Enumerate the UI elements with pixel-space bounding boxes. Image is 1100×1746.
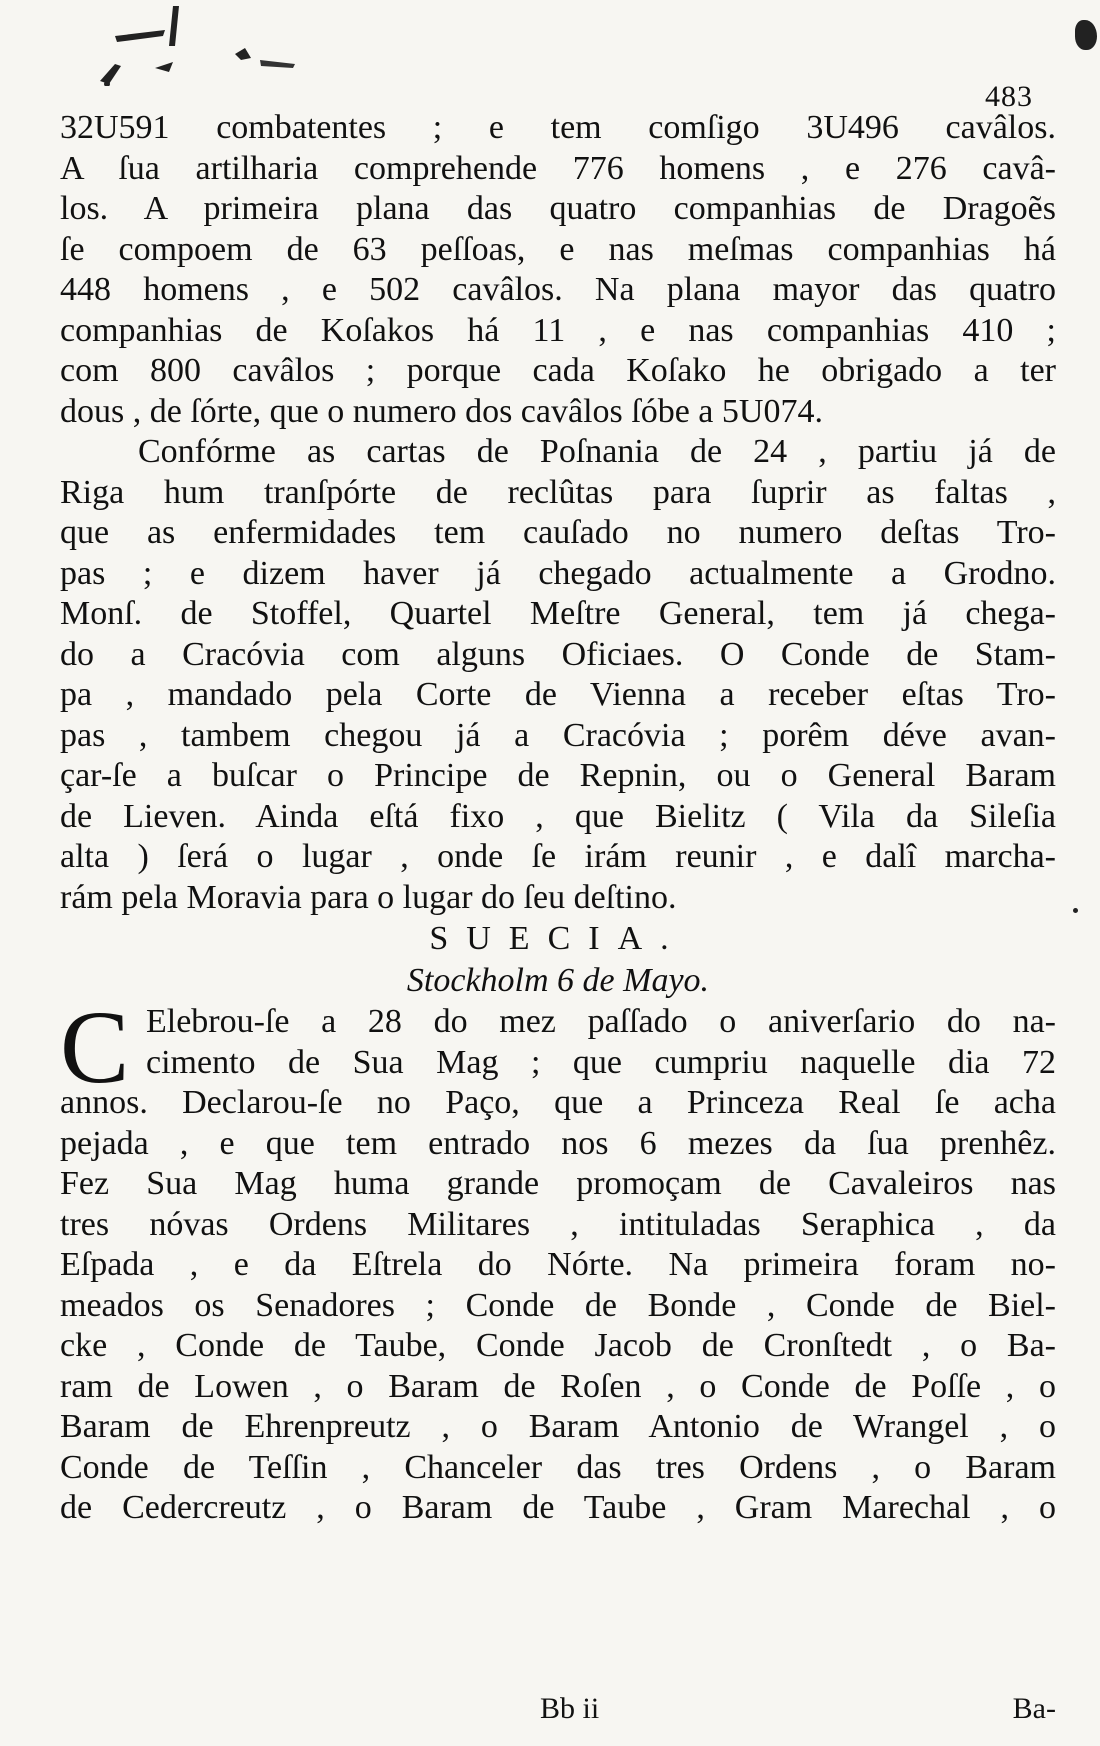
edge-ink-mark [1075,20,1097,50]
text-line: que as enfermidades tem cauſado no numero deſtas Tro- [60,514,1056,551]
text-line: alta ) ſerá o lugar , onde ſe irám reunir , e dalî marcha- [60,838,1056,875]
text-line: Fez Sua Mag huma grande promoçam de Cavaleiros nas [60,1165,1056,1202]
text-line: los. A primeira plana das quatro companhias de Dragoẽs [60,190,1056,227]
text-line: 32U591 combatentes ; e tem comſigo 3U496 cavâlos. [60,109,1056,146]
text-line: pas , tambem chegou já a Cracóvia ; porêm déve avan- [60,716,1056,754]
text-line: Baram de Ehrenpreutz , o Baram Antonio de Wrangel , o [60,1408,1056,1445]
catchword: Ba- [1012,1692,1056,1725]
text-line: meados os Senadores ; Conde de Bonde , Conde de Biel- [60,1286,1056,1324]
text-line: cke , Conde de Taube, Conde Jacob de Cronſtedt , o Ba- [60,1327,1056,1364]
paragraph-troops [60,108,1056,432]
text-line: Conde de Teſſin , Chanceler das tres Ordens , o Baram [60,1448,1056,1486]
text-line: de Lieven. Ainda eſtá fixo , que Bielitz ( Vila da Sileſia [60,797,1056,835]
text-line: A ſua artilharia comprehende 776 homens , e 276 cavâ- [60,149,1056,187]
text-line: pa , mandado pela Corte de Vienna a receber eſtas Tro- [60,676,1056,713]
drop-cap: C [60,990,130,1105]
page-number: 483 [985,80,1033,113]
text-line: companhias de Koſakos há 11 , e nas companhias 410 ; [60,311,1056,349]
text-line: ram de Lowen , o Baram de Roſen , o Conde de Poſſe , o [60,1367,1056,1405]
text-line: com 800 cavâlos ; porque cada Koſako he obrigado a ter [60,352,1056,389]
text-line: pas ; e dizem haver já chegado actualmente a Grodno. [60,554,1056,592]
text-line: çar-ſe a buſcar o Principe de Repnin, ou o General Baram [60,757,1056,794]
text-line: Monſ. de Stoffel, Quartel Meſtre General, tem já chega- [60,595,1056,632]
paragraph-posnania [60,432,1056,918]
text-line: do a Cracóvia com alguns Oficiaes. O Conde de Stam- [60,635,1056,673]
text-line: Elebrou-ſe a 28 do mez paſſado o aniverſario do na- [146,1003,1056,1040]
text-line: Confórme as cartas de Poſnania de 24 , partiu já de [138,433,1056,470]
section-title-suecia: SUECIA. [429,920,687,957]
text-line: cimento de Sua Mag ; que cumpriu naquelle dia 72 [146,1043,1056,1081]
text-line: 448 homens , e 502 cavâlos. Na plana mayor das quatro [60,271,1056,308]
text-line: pejada , e que tem entrado nos 6 mezes da ſua prenhêz. [60,1124,1056,1162]
edge-ink-dot [1073,908,1078,913]
page-footer [60,1692,1056,1732]
signature-mark: Bb ii [540,1692,600,1725]
text-line: rám pela Moravia para o lugar do ſeu deſtino. [60,878,677,916]
text-line: Eſpada , e da Eſtrela do Nórte. Na primeira foram no- [60,1246,1056,1283]
dateline: Stockholm 6 de Mayo. [406,962,710,999]
text-line: Riga hum tranſpórte de reclûtas para ſuprir as faltas , [60,473,1056,511]
text-body [60,108,1056,1529]
text-line: annos. Declarou-ſe no Paço, que a Princeza Real ſe acha [60,1084,1056,1121]
text-line: tres nóvas Ordens Militares , intituladas Seraphica , da [60,1205,1056,1243]
paragraph-stockholm [60,990,1056,1529]
text-line: de Cedercreutz , o Baram de Taube , Gram Marechal , o [60,1489,1056,1526]
text-line: ſe compoem de 63 peſſoas, e nas meſmas companhias há [60,230,1056,268]
text-line: dous , de ſórte, que o numero dos cavâlos ſóbe a 5U074. [60,392,823,430]
ink-smudge-mark [95,6,335,86]
